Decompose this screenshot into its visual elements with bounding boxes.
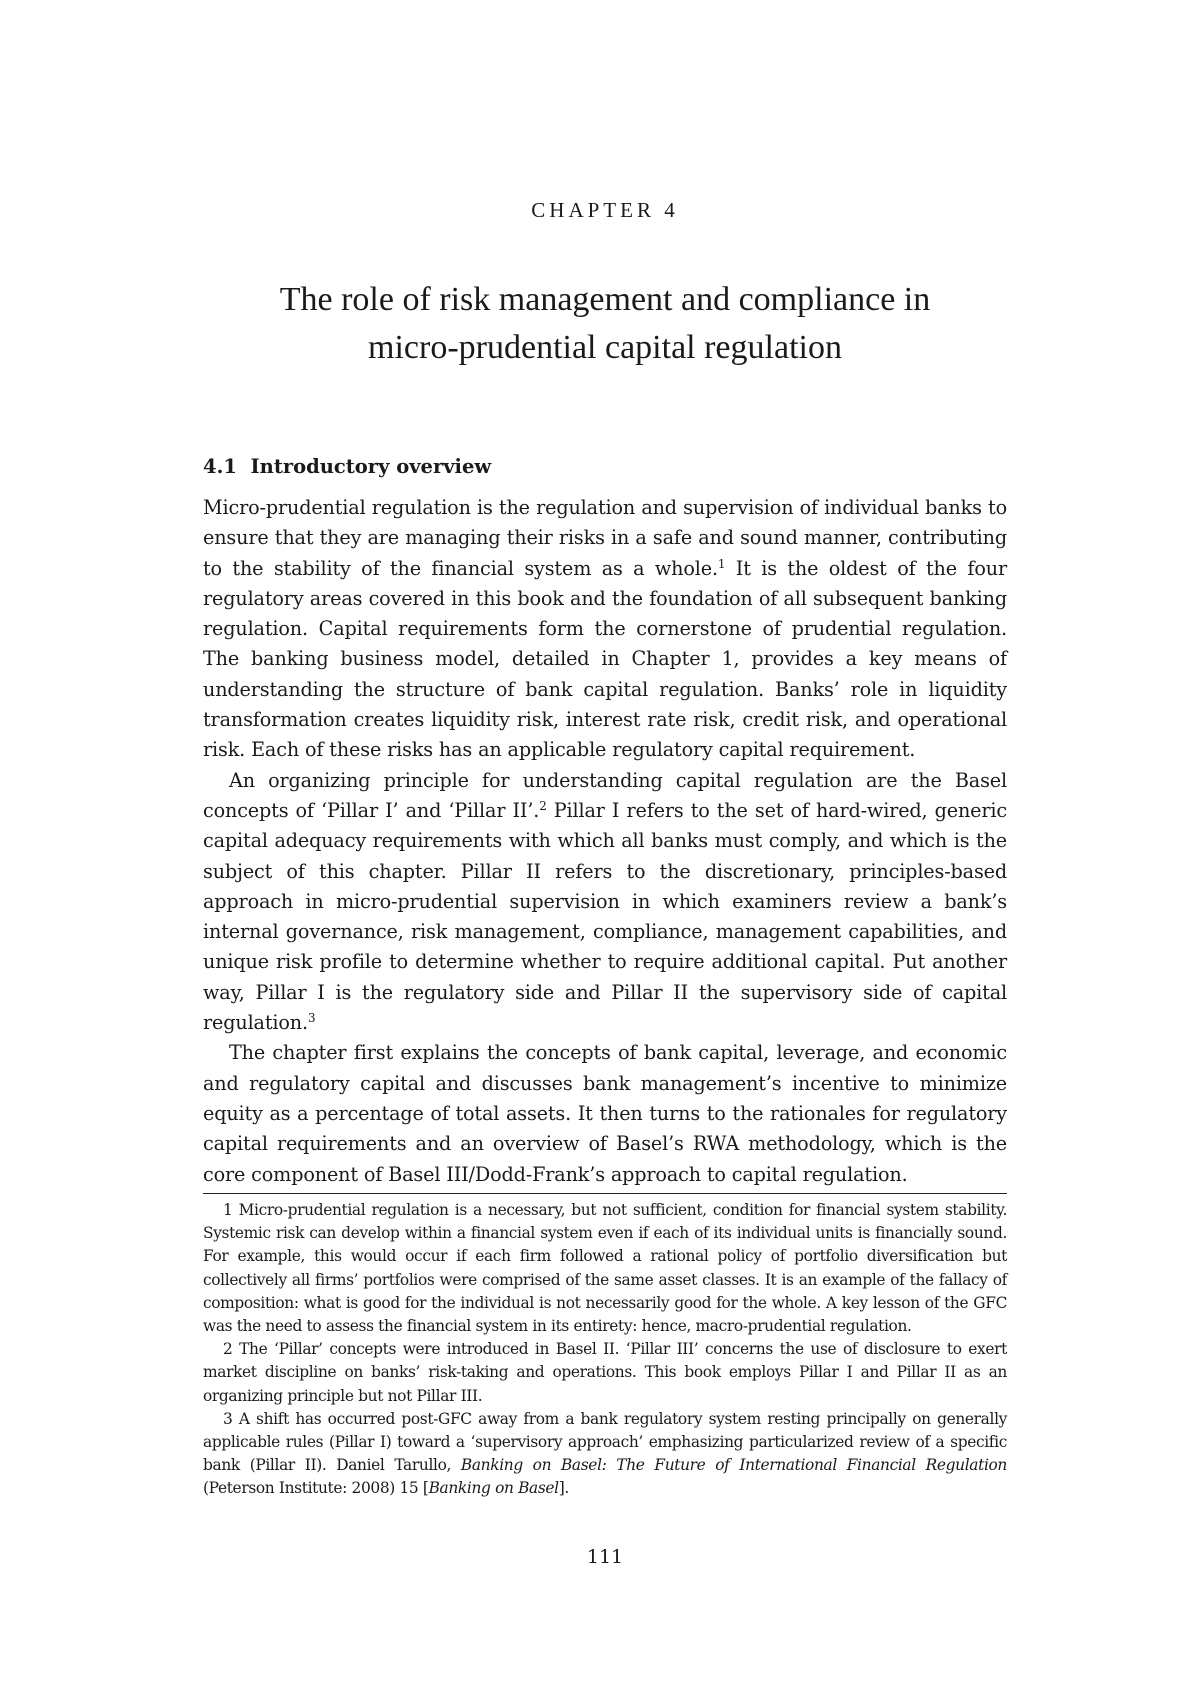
chapter-title <box>203 276 1007 372</box>
footnote-ref-1: 1 <box>717 556 726 571</box>
footnote-3-text-c: ]. <box>558 1479 569 1498</box>
paragraph-2-text-a: An organizing principle for understanding capital regulation are the Basel concepts of ‘Pillar I’ and ‘Pillar II’. <box>203 768 1007 822</box>
chapter-title-line-2: micro-prudential capital regulation <box>368 329 842 366</box>
paragraph-2-text-b: Pillar I refers to the set of hard-wired, generic capital adequacy requirements with which all banks must comply, and which is the subject of this chapter. Pillar II refers to the discretionary, principles-based approach in micro-prudential supervision in which examiners review a bank’s internal governance, risk management, compliance, management capabilities, and unique risk profile to determine whether to require additional capital. Put another way, Pillar I is the regulatory side and Pillar II the supervisory side of capital regulation. <box>203 798 1007 1035</box>
footnote-3-text-a: 3 A shift has occurred post-GFC away from a bank regulatory system resting principally on generally applicable rules (Pillar I) toward a ‘supervisory approach’ emphasizing particularized review of a specific bank (Pillar II). Daniel Tarullo, <box>203 1409 1007 1475</box>
footnote-1: 1 Micro-prudential regulation is a necessary, but not sufficient, condition for financial system stability. Systemic risk can develop within a financial system even if each of its individual units is financially sound. For example, this would occur if each firm followed a rational policy of portfolio diversification but collectively all firms’ portfolios were comprised of the same asset classes. It is an example of the fallacy of composition: what is good for the individual is not necessarily good for the whole. A key lesson of the GFC was the need to assess the financial system in its entirety: hence, macro-prudential regulation. <box>203 1201 1007 1336</box>
footnote-ref-3: 3 <box>307 1010 316 1025</box>
paragraph-3: The chapter first explains the concepts of bank capital, leverage, and economic and regulatory capital and discusses bank management’s incentive to minimize equity as a percentage of total assets. It then turns to the rationales for regulatory capital requirements and an overview of Basel’s RWA methodology, which is the core component of Basel III/Dodd-Frank’s approach to capital regulation. <box>203 1041 1007 1186</box>
paragraph-2 <box>203 766 1007 1039</box>
section-title: Introductory overview <box>250 455 492 478</box>
page-number: 111 <box>586 1546 624 1568</box>
footnote-ref-2: 2 <box>539 798 547 813</box>
body-text <box>203 493 1007 1190</box>
footnote-3-book-title: Banking on Basel: The Future of International Financial Regulation <box>460 1456 1007 1475</box>
chapter-title-line-1: The role of risk management and compliance in <box>279 281 931 318</box>
section-number: 4.1 <box>203 455 237 478</box>
footnote-3 <box>203 1408 1007 1501</box>
chapter-label: CHAPTER 4 <box>531 198 679 222</box>
footnote-2: 2 The ‘Pillar’ concepts were introduced in Basel II. ‘Pillar III’ concerns the use of disclosure to exert market discipline on banks’ risk-taking and operations. This book employs Pillar I and Pillar II as an organizing principle but not Pillar III. <box>203 1340 1007 1405</box>
footnotes <box>203 1199 1007 1501</box>
footnote-divider <box>203 1193 1007 1194</box>
section-heading <box>203 455 491 478</box>
footnote-3-short-title: Banking on Basel <box>428 1479 559 1498</box>
footnote-3-text-b: (Peterson Institute: 2008) 15 [ <box>203 1479 429 1498</box>
paragraph-1 <box>203 493 1007 766</box>
book-page <box>203 0 1007 1696</box>
paragraph-1-text-b: It is the oldest of the four regulatory areas covered in this book and the foundation of all subsequent banking regulation. Capital requirements form the cornerstone of prudential regulation. The banking business model, detailed in Chapter 1, provides a key means of understanding the structure of bank capital regulation. Banks’ role in liquidity transformation creates liquidity risk, interest rate risk, credit risk, and operational risk. Each of these risks has an applicable regulatory capital requirement. <box>203 556 1007 762</box>
paragraph-1-text-a: Micro-prudential regulation is the regulation and supervision of individual banks to ensure that they are managing their risks in a safe and sound manner, contributing to the stability of the financial system as a whole. <box>203 496 1007 580</box>
